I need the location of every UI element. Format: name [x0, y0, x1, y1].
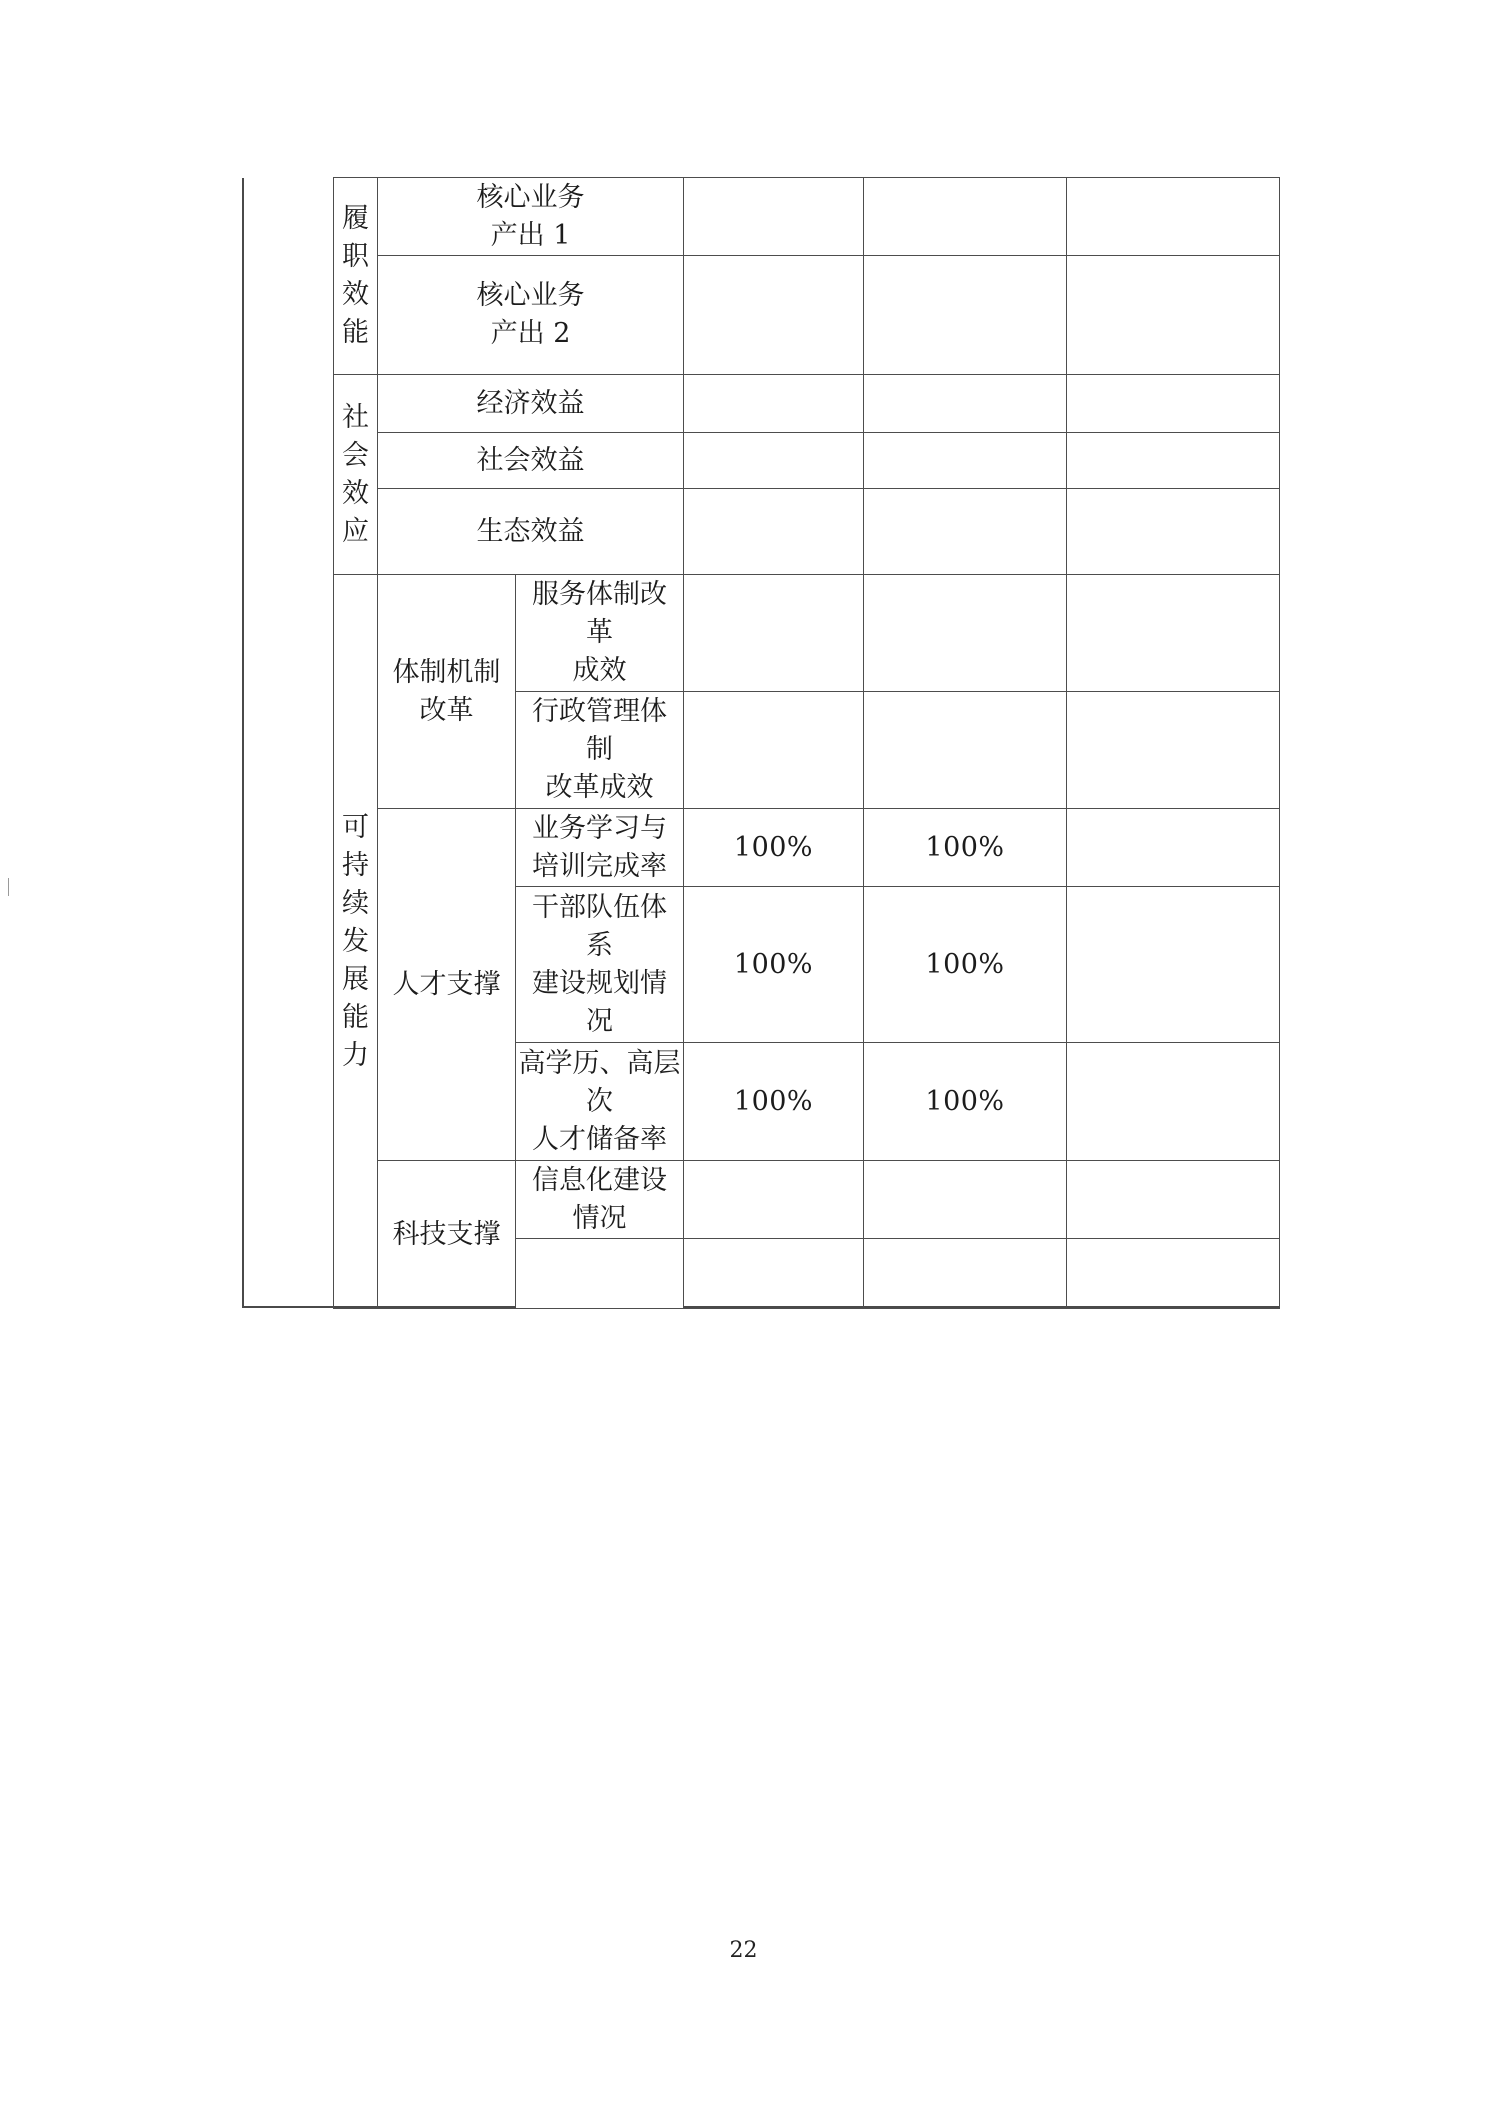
- table-row: [334, 433, 1280, 489]
- section-cell-performance: [334, 178, 378, 375]
- indicator-label-line: 高学历、高层: [518, 1047, 681, 1079]
- value-cell: [864, 489, 1067, 575]
- indicator-label-line: 行政管理体: [532, 696, 667, 727]
- indicator-label-line: 业务学习与: [532, 812, 667, 844]
- section-cell-social: [334, 375, 378, 575]
- value-cell: [1067, 1239, 1280, 1309]
- value-cell: 100%: [864, 809, 1067, 887]
- value-cell: [1067, 809, 1280, 887]
- indicator-label-line: 建设规划情: [532, 967, 667, 999]
- value-cell: [1067, 433, 1280, 489]
- value-cell: [1067, 1043, 1280, 1161]
- group-cell-technology-support: [378, 1161, 516, 1309]
- value-cell: [1067, 1161, 1280, 1239]
- item-label-line: 产出 2: [490, 318, 571, 349]
- table-row: [334, 489, 1280, 575]
- item-label-line: 核心业务: [476, 280, 585, 311]
- indicator-cell: [516, 1239, 684, 1309]
- section-label: 可持续发展能力: [342, 811, 369, 1071]
- indicator-label-line: 信息化建设: [532, 1164, 667, 1196]
- group-label-line: 改革: [419, 694, 474, 726]
- value-cell: 100%: [864, 887, 1067, 1043]
- group-cell-institutional-reform: [378, 575, 516, 809]
- indicator-label-line: 况: [586, 1005, 613, 1037]
- indicator-label-line: 成效: [572, 655, 627, 686]
- indicator-label-line: 革: [586, 617, 613, 648]
- performance-indicator-table-wrapper: [333, 177, 1280, 1309]
- table-row: [334, 575, 1280, 692]
- section-cell-sustainability: [334, 575, 378, 1309]
- value-cell: [864, 433, 1067, 489]
- table-row: [334, 256, 1280, 375]
- performance-indicator-table: [333, 177, 1280, 1309]
- item-cell: 生态效益: [378, 489, 684, 575]
- indicator-cell: [516, 575, 684, 692]
- indicator-label-line: 情况: [572, 1202, 627, 1234]
- indicator-cell: [516, 1161, 684, 1239]
- value-cell: [1067, 178, 1280, 256]
- item-cell: 社会效益: [378, 433, 684, 489]
- table-row: [334, 375, 1280, 433]
- indicator-label-line: 干部队伍体: [532, 891, 667, 923]
- value-cell: [684, 692, 864, 809]
- value-cell: [864, 1161, 1067, 1239]
- item-cell: [378, 256, 684, 375]
- table-row: [334, 178, 1280, 256]
- indicator-cell: [516, 887, 684, 1043]
- value-cell: [1067, 575, 1280, 692]
- value-cell: [864, 575, 1067, 692]
- value-cell: 100%: [864, 1043, 1067, 1161]
- value-cell: 100%: [684, 1043, 864, 1161]
- value-cell: [864, 375, 1067, 433]
- value-cell: [684, 575, 864, 692]
- item-label-line: 核心业务: [476, 181, 585, 213]
- table-row: [334, 809, 1280, 887]
- indicator-label-line: 培训完成率: [532, 850, 667, 882]
- page-number: 22: [729, 1938, 758, 1963]
- value-cell: [864, 256, 1067, 375]
- item-label-line: 产出 1: [490, 219, 571, 251]
- value-cell: [1067, 887, 1280, 1043]
- section-label: 社会效应: [342, 401, 369, 547]
- value-cell: [864, 692, 1067, 809]
- group-label-line: 科技支撑: [392, 1218, 501, 1250]
- value-cell: [684, 256, 864, 375]
- value-cell: [684, 375, 864, 433]
- indicator-label-line: 次: [586, 1085, 613, 1117]
- scan-edge-mark: [8, 878, 9, 896]
- item-cell: 经济效益: [378, 375, 684, 433]
- value-cell: [1067, 489, 1280, 575]
- value-cell: [1067, 692, 1280, 809]
- value-cell: [684, 433, 864, 489]
- group-cell-talent-support: [378, 809, 516, 1161]
- group-label-line: 人才支撑: [392, 968, 501, 1000]
- indicator-cell: [516, 809, 684, 887]
- indicator-label-line: 系: [586, 929, 613, 961]
- indicator-label-line: 服务体制改: [532, 579, 667, 610]
- value-cell: [684, 1239, 864, 1309]
- group-label-line: 体制机制: [392, 656, 501, 688]
- indicator-label-line: 人才储备率: [532, 1123, 667, 1155]
- indicator-label-line: 制: [586, 734, 613, 765]
- value-cell: 100%: [684, 887, 864, 1043]
- value-cell: 100%: [684, 809, 864, 887]
- value-cell: [864, 1239, 1067, 1309]
- indicator-cell: [516, 692, 684, 809]
- value-cell: [684, 1161, 864, 1239]
- indicator-cell: [516, 1043, 684, 1161]
- value-cell: [684, 178, 864, 256]
- value-cell: [1067, 375, 1280, 433]
- table-row: [334, 1161, 1280, 1239]
- indicator-label-line: 改革成效: [545, 772, 654, 803]
- table-frame-left-border: [242, 178, 244, 1308]
- value-cell: [864, 178, 1067, 256]
- item-cell: [378, 178, 684, 256]
- section-label: 履职效能: [342, 203, 369, 348]
- value-cell: [684, 489, 864, 575]
- value-cell: [1067, 256, 1280, 375]
